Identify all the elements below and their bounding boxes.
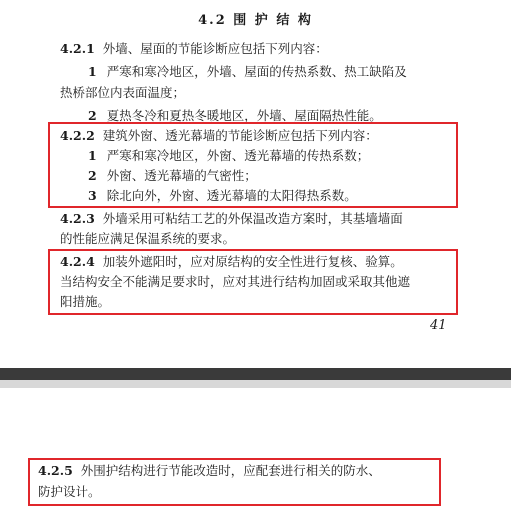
item-number: 3 xyxy=(88,188,97,203)
item-number: 2 xyxy=(88,108,97,123)
item-number: 1 xyxy=(88,64,97,79)
page-separator-shade xyxy=(0,380,511,388)
page-separator xyxy=(0,368,511,380)
clause-4-2-3 xyxy=(60,210,403,228)
item-text: 严寒和寒冷地区，外窗、透光幕墙的传热系数； xyxy=(106,148,370,163)
item-number: 2 xyxy=(88,168,97,183)
clause-number: 4.2.3 xyxy=(60,211,95,226)
clause-text: 外围护结构进行节能改造时，应配套进行相关的防水、 xyxy=(80,463,381,478)
clause-number: 4.2.5 xyxy=(38,463,73,478)
page-number: 41 xyxy=(430,318,447,333)
clause-text: 建筑外窗、透光幕墙的节能诊断应包括下列内容： xyxy=(102,128,378,143)
clause-text-continued: 阳措施。 xyxy=(60,294,111,309)
clause-4-2-1 xyxy=(60,40,328,58)
clause-4-2-2 xyxy=(60,127,378,145)
clause-text: 加装外遮阳时，应对原结构的安全性进行复核、验算。 xyxy=(102,254,403,269)
clause-4-2-4 xyxy=(60,253,403,271)
clause-number: 4.2.2 xyxy=(60,128,95,143)
item-text: 严寒和寒冷地区，外墙、屋面的传热系数、热工缺陷及 xyxy=(106,64,407,79)
item-text: 除北向外，外窗、透光幕墙的太阳得热系数。 xyxy=(106,188,357,203)
clause-text-continued: 防护设计。 xyxy=(38,484,101,499)
item-text-continued: 热桥部位内表面温度； xyxy=(60,85,186,100)
clause-item xyxy=(88,187,357,205)
clause-item xyxy=(88,63,407,81)
clause-text-continued: 当结构安全不能满足要求时，应对其进行结构加固或采取其他遮 xyxy=(60,274,411,289)
clause-text: 外墙、屋面的节能诊断应包括下列内容： xyxy=(102,41,328,56)
clause-4-2-5 xyxy=(38,462,381,480)
clause-text: 外墙采用可粘结工艺的外保温改造方案时，其基墙墙面 xyxy=(102,211,403,226)
clause-item xyxy=(88,167,257,185)
section-title: 4.2 围 护 结 构 xyxy=(198,13,313,28)
clause-text-continued: 的性能应满足保温系统的要求。 xyxy=(60,231,236,246)
item-text: 外窗、透光幕墙的气密性； xyxy=(106,168,257,183)
item-number: 1 xyxy=(88,148,97,163)
clause-number: 4.2.4 xyxy=(60,254,95,269)
clause-item xyxy=(88,147,369,165)
clause-number: 4.2.1 xyxy=(60,41,95,56)
item-text: 夏热冬冷和夏热冬暖地区，外墙、屋面隔热性能。 xyxy=(106,108,382,123)
